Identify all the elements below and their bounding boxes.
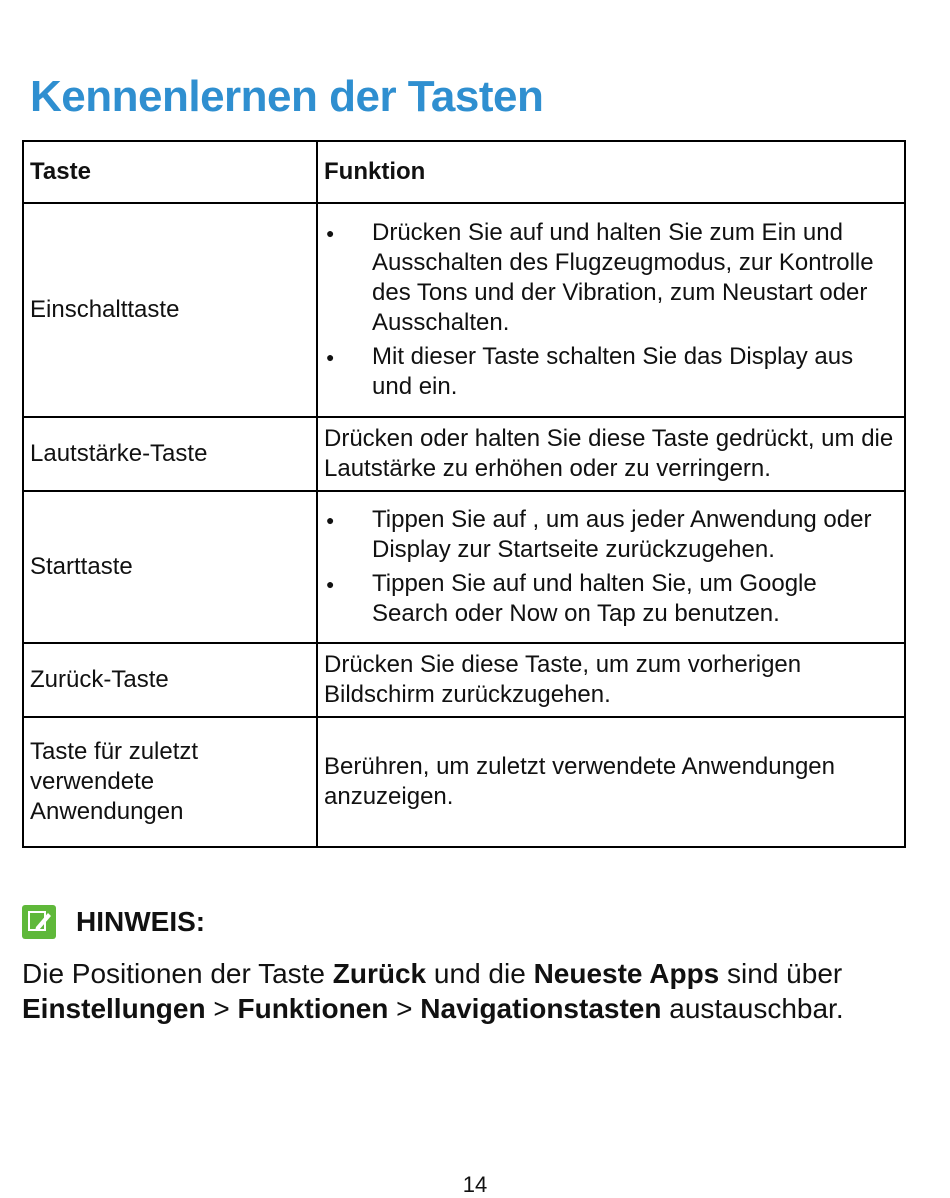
table-row <box>23 491 905 643</box>
table-header-row <box>23 141 905 203</box>
list-item: ● Drücken Sie auf und halten Sie zum Ein und Ausschalten des Flugzeugmodus, zur Kontrolle des Tons und der Vibration, zum Neustart oder Ausschalten. <box>324 218 898 338</box>
list-item: ● Mit dieser Taste schalten Sie das Display aus und ein. <box>324 342 898 402</box>
bullet-list <box>324 495 898 639</box>
row-function <box>317 717 905 847</box>
row-key: Taste für zuletzt verwendete Anwendungen <box>23 717 317 847</box>
row-function <box>317 203 905 417</box>
bold-term: Navigationstasten <box>420 993 662 1024</box>
bold-term: Funktionen <box>237 993 389 1024</box>
function-text: Berühren, um zuletzt verwendete Anwendungen anzuzeigen. <box>324 753 835 810</box>
row-key: Zurück-Taste <box>23 643 317 717</box>
header-function: Funktion <box>317 141 905 203</box>
list-item: ● Tippen Sie auf und halten Sie, um Google Search oder Now on Tap zu benutzen. <box>324 569 898 629</box>
page-number: 14 <box>462 1172 488 1197</box>
bold-term: Neueste Apps <box>533 958 720 989</box>
row-key: Lautstärke-Taste <box>23 417 317 491</box>
row-key: Einschalttaste <box>23 203 317 417</box>
pencil-note-icon <box>22 905 56 939</box>
bold-term: Einstellungen <box>22 993 206 1024</box>
note-label: HINWEIS: <box>76 906 206 937</box>
header-key: Taste <box>23 141 317 203</box>
bold-term: Zurück <box>332 958 427 989</box>
keys-table <box>22 140 906 848</box>
table-row <box>23 717 905 847</box>
row-key: Starttaste <box>23 491 317 643</box>
note-box <box>22 902 902 1026</box>
list-item: ● Tippen Sie auf , um aus jeder Anwendung oder Display zur Startseite zurückzugehen. <box>324 505 898 565</box>
row-function <box>317 491 905 643</box>
row-function <box>317 643 905 717</box>
note-text: Die Positionen der Taste Zurück und die Neueste Apps sind über Einstellungen > Funktionen > Navigationstasten austauschbar. <box>22 958 844 1024</box>
row-function <box>317 417 905 491</box>
table-row <box>23 203 905 417</box>
bullet-list <box>324 208 898 412</box>
page-title: Kennenlernen der Tasten <box>30 72 544 121</box>
note-header <box>22 902 902 942</box>
function-text: Drücken Sie diese Taste, um zum vorherigen Bildschirm zurückzugehen. <box>324 651 802 708</box>
table-row <box>23 643 905 717</box>
function-text: Drücken oder halten Sie diese Taste gedrückt, um die Lautstärke zu erhöhen oder zu verringern. <box>324 425 894 482</box>
table-row <box>23 417 905 491</box>
